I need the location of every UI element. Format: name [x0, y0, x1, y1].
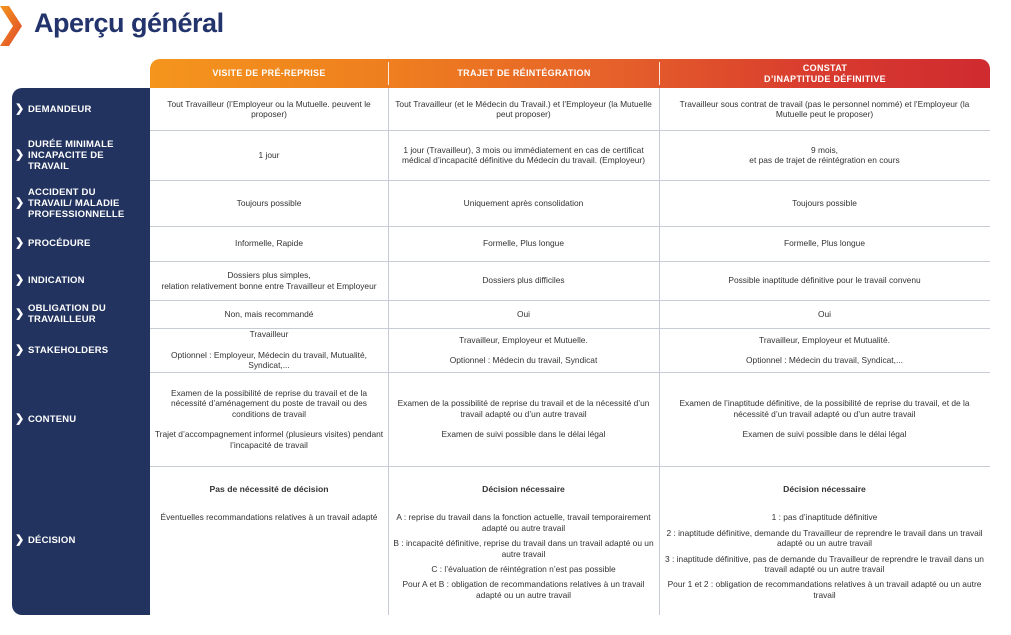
row-label-text: CONTENU: [28, 413, 77, 425]
cell-text: Toujours possible: [792, 197, 857, 208]
decision-heading: Décision nécessaire: [482, 484, 565, 494]
row-label-text: OBLIGATION DU TRAVAILLEUR: [28, 303, 106, 325]
cell-text: Examen de l’inaptitude définitive, de la possibilité de reprise du travail, et de la nécessité d’un travail adapté ou d’un autre travail: [679, 398, 970, 419]
row-label-decision: [12, 466, 150, 615]
table-cell-contenu-inaptitude: [659, 372, 990, 466]
cell-text: Travailleur, Employeur et Mutuelle.: [459, 334, 588, 345]
row-label-indication: [12, 261, 150, 300]
table-cell-duree-minimale-pre-reprise: [150, 130, 388, 180]
cell-text: Formelle, Plus longue: [784, 238, 865, 249]
row-label-procedure: [12, 226, 150, 261]
table-cell-stakeholders-reintegration: [388, 328, 659, 372]
decision-item: Pour A et B : obligation de recommandations relatives à un travail adapté ou un autre travail: [402, 579, 645, 600]
decision-item: Pour 1 et 2 : obligation de recommandations relatives à un travail adapté ou un autre travail: [667, 579, 982, 600]
row-label-accident-travail: [12, 180, 150, 226]
cell-text: Optionnel : Employeur, Médecin du travail, Mutualité, Syndicat,...: [171, 349, 367, 371]
cell-text: Dossiers plus difficiles: [482, 275, 565, 286]
table-cell-duree-minimale-reintegration: [388, 130, 659, 180]
chevron-right-icon: ❯: [15, 343, 25, 356]
chevron-right-icon: ❯: [15, 274, 25, 286]
decision-item: A : reprise du travail dans la fonction actuelle, travail temporairement adapté ou autre travail: [396, 512, 651, 533]
cell-text: Oui: [817, 308, 832, 319]
cell-text: Dossiers plus simples, relation relativement bonne entre Travailleur et Employeur: [161, 270, 377, 291]
cell-text: Possible inaptitude définitive pour le travail convenu: [728, 275, 921, 286]
cell-text: Travailleur: [249, 329, 289, 340]
column-header-reintegration: TRAJET DE RÉINTÉGRATION: [457, 68, 591, 78]
row-label-duree-minimale: [12, 130, 150, 180]
row-label-text: ACCIDENT DU TRAVAIL/ MALADIE PROFESSIONNELLE: [28, 186, 125, 220]
table-cell-demandeur-reintegration: [388, 88, 659, 130]
chevron-right-icon: ❯: [15, 307, 25, 320]
page-header: [0, 4, 600, 44]
table-cell-procedure-reintegration: [388, 226, 659, 261]
page-title: Aperçu général: [34, 8, 224, 38]
decision-item: 2 : inaptitude définitive, demande du Travailleur de reprendre le travail dans un travail adapté ou un autre travail: [666, 527, 983, 549]
row-label-text: PROCÉDURE: [28, 238, 91, 249]
table-cell-decision-pre-reprise: [150, 466, 388, 615]
table-cell-accident-travail-inaptitude: [659, 180, 990, 226]
table-cell-demandeur-pre-reprise: [150, 88, 388, 130]
row-label-text: INDICATION: [28, 275, 85, 286]
cell-text: Examen de la possibilité de reprise du travail et de la nécessité d’aménagement du poste de travail ou des conditions de travail: [170, 387, 367, 419]
cell-text: Oui: [516, 308, 531, 319]
table-cell-duree-minimale-inaptitude: [659, 130, 990, 180]
cell-text: Uniquement après consolidation: [463, 197, 584, 208]
chevron-right-icon: ❯: [15, 102, 25, 115]
decision-heading: Pas de nécessité de décision: [209, 484, 329, 494]
chevron-right-icon: [0, 6, 24, 46]
cell-text: Optionnel : Médecin du travail, Syndicat: [449, 355, 598, 365]
table-cell-contenu-reintegration: [388, 372, 659, 466]
chevron-right-icon: ❯: [15, 237, 25, 249]
cell-text: Examen de suivi possible dans le délai légal: [441, 429, 606, 440]
table-cell-stakeholders-pre-reprise: [150, 328, 388, 372]
table-cell-obligation-reintegration: [388, 300, 659, 328]
cell-text: Trajet d’accompagnement informel (plusieurs visites) pendant l’incapacité de travail: [154, 429, 384, 450]
chevron-right-icon: ❯: [15, 412, 25, 425]
decision-item: 1 : pas d’inaptitude définitive: [771, 512, 878, 523]
table-cell-procedure-pre-reprise: [150, 226, 388, 261]
row-label-demandeur: [12, 88, 150, 130]
decision-item: B : incapacité définitive, reprise du travail dans un travail adapté ou un autre travail: [393, 538, 654, 559]
cell-text: Toujours possible: [236, 197, 302, 208]
cell-text: Formelle, Plus longue: [483, 238, 564, 249]
table-cell-decision-reintegration: [388, 466, 659, 615]
cell-text: Travailleur sous contrat de travail (pas le personnel nommé) et l’Employeur (la Mutuelle peut le proposer): [679, 98, 970, 119]
cell-text: Non, mais recommandé: [224, 308, 314, 319]
cell-text: Examen de la possibilité de reprise du travail et de la nécessité d’un travail adapté ou d’un autre travail: [397, 398, 650, 419]
table-cell-accident-travail-pre-reprise: [150, 180, 388, 226]
header-divider: [659, 62, 660, 85]
row-label-text: DURÉE MINIMALE INCAPACITE DE TRAVAIL: [28, 138, 114, 172]
cell-text: Travailleur, Employeur et Mutualité.: [759, 334, 890, 345]
decision-item: Éventuelles recommandations relatives à un travail adapté: [160, 512, 378, 523]
decision-item: 3 : inaptitude définitive, pas de demande du Travailleur de reprendre le travail dans un travail adapté ou un autre travail: [665, 553, 984, 575]
row-label-text: STAKEHOLDERS: [28, 344, 109, 356]
table-cell-stakeholders-inaptitude: [659, 328, 990, 372]
table-cell-indication-reintegration: [388, 261, 659, 300]
table-cell-decision-inaptitude: [659, 466, 990, 615]
row-label-obligation: [12, 300, 150, 328]
row-label-text: DEMANDEUR: [28, 103, 92, 115]
column-header-pre-reprise: VISITE DE PRÉ-REPRISE: [212, 68, 326, 78]
table-cell-indication-inaptitude: [659, 261, 990, 300]
column-header-inaptitude: CONSTAT D’INAPTITUDE DÉFINITIVE: [764, 62, 886, 84]
cell-text: Informelle, Rapide: [235, 238, 303, 249]
chevron-right-icon: ❯: [15, 534, 25, 546]
header-divider: [388, 62, 389, 85]
chevron-right-icon: ❯: [15, 148, 25, 161]
table-cell-indication-pre-reprise: [150, 261, 388, 300]
cell-text: 1 jour (Travailleur), 3 mois ou immédiatement en cas de certificat médical d’incapacité définitive du Médecin du travail. (Employeur): [402, 144, 645, 165]
table-cell-accident-travail-reintegration: [388, 180, 659, 226]
cell-text: Tout Travailleur (et le Médecin du Travail.) et l’Employeur (la Mutuelle peut proposer): [395, 98, 652, 119]
table-cell-demandeur-inaptitude: [659, 88, 990, 130]
row-label-contenu: [12, 372, 150, 466]
cell-text: Optionnel : Médecin du travail, Syndicat,...: [746, 355, 903, 365]
cell-text: 1 jour: [258, 149, 280, 160]
table-cell-obligation-inaptitude: [659, 300, 990, 328]
cell-text: Examen de suivi possible dans le délai légal: [742, 429, 907, 440]
cell-text: Tout Travailleur (l’Employeur ou la Mutuelle. peuvent le proposer): [167, 98, 371, 119]
table-cell-obligation-pre-reprise: [150, 300, 388, 328]
row-label-text: DÉCISION: [28, 535, 76, 546]
decision-item: C : l’évaluation de réintégration n’est pas possible: [431, 564, 616, 575]
cell-text: 9 mois, et pas de trajet de réintégration en cours: [749, 144, 900, 165]
decision-heading: Décision nécessaire: [783, 484, 866, 494]
table-cell-contenu-pre-reprise: [150, 372, 388, 466]
row-label-stakeholders: [12, 328, 150, 372]
table-cell-procedure-inaptitude: [659, 226, 990, 261]
chevron-right-icon: ❯: [15, 196, 25, 209]
